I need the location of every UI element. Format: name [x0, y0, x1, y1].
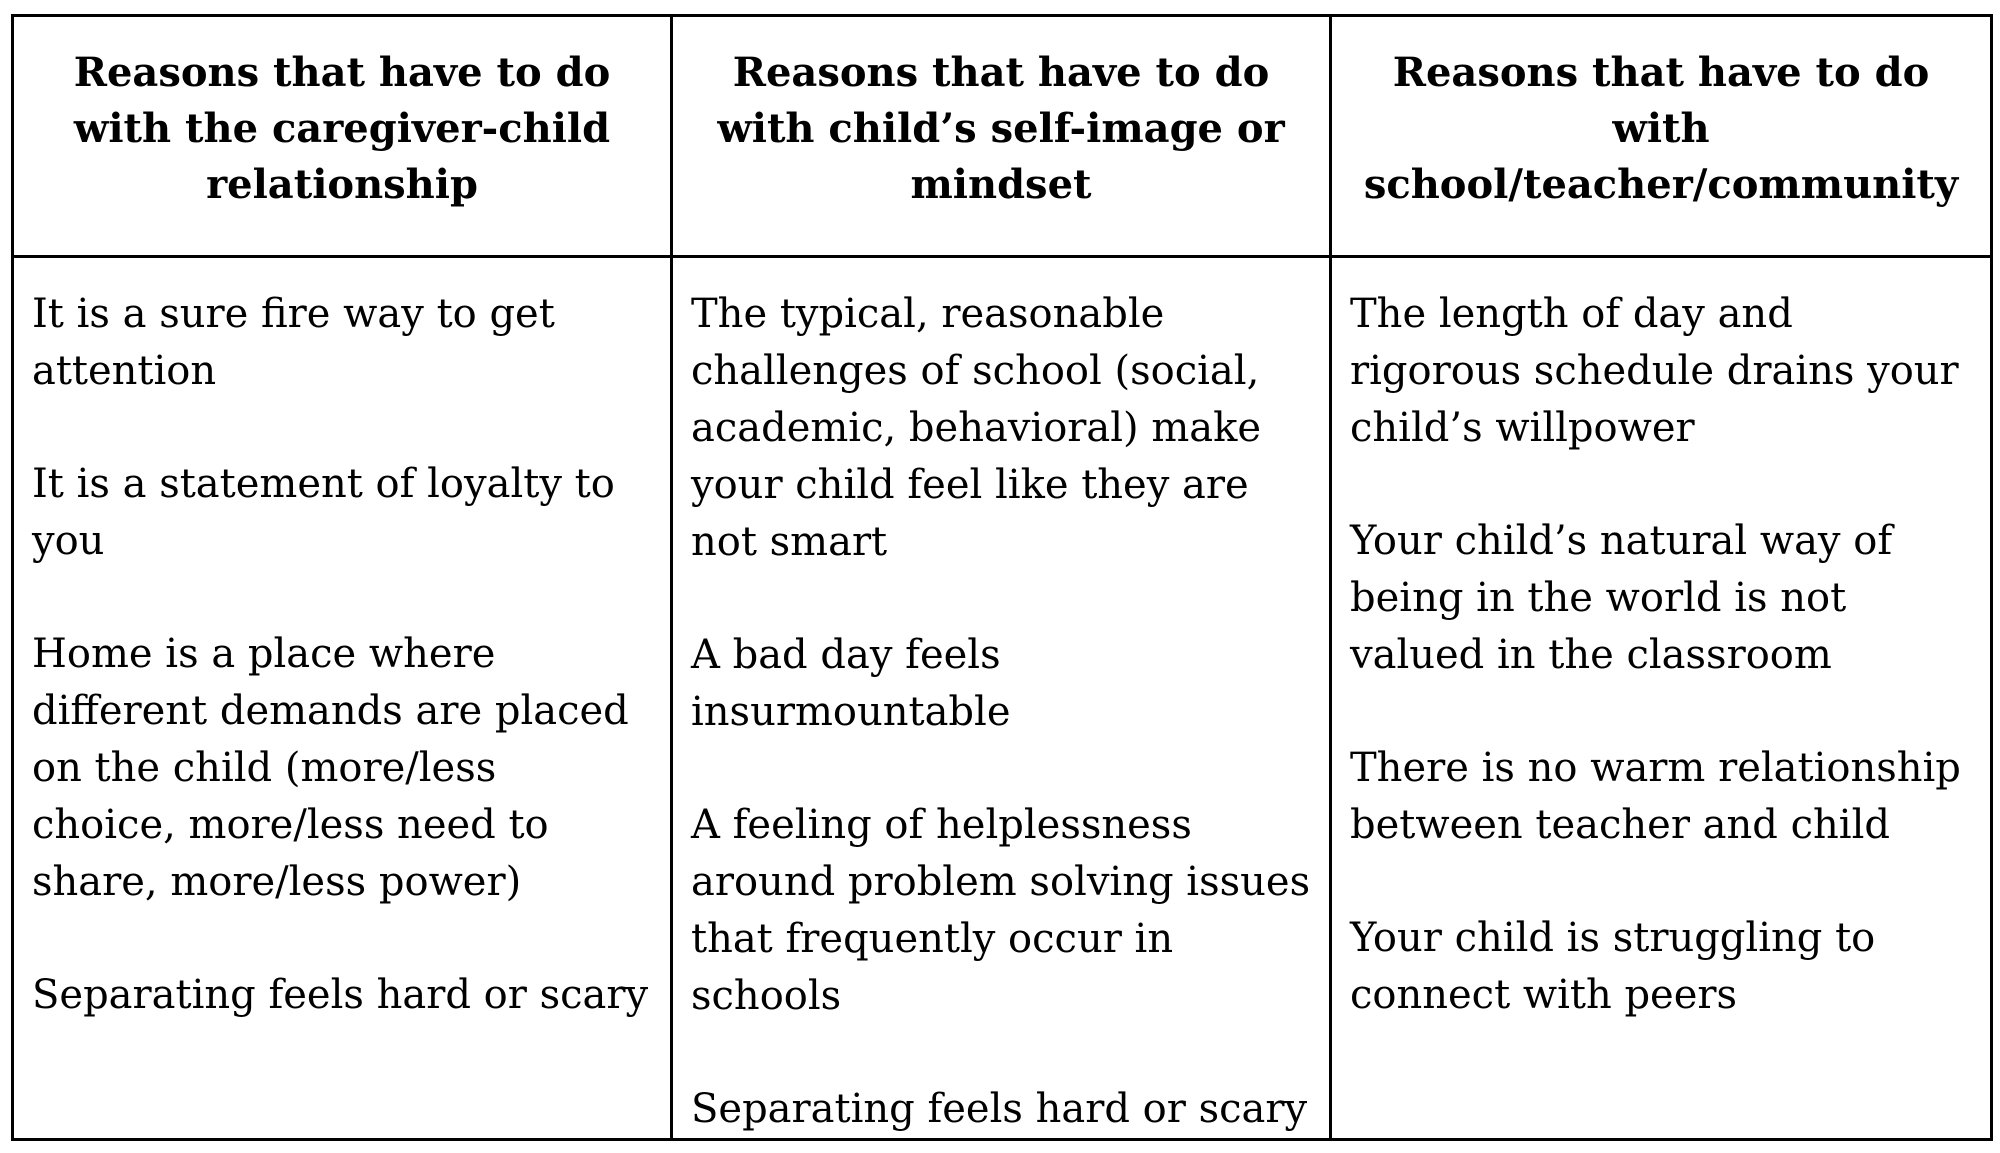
list-item: Your child is struggling to connect with peers: [1350, 915, 1876, 1018]
list-item: It is a statement of loyalty to you: [32, 461, 615, 564]
list-item: The typical, reasonable challenges of school (social, academic, behavioral) make your child feel like they are not smart: [691, 291, 1262, 565]
list-item: Your child’s natural way of being in the world is not valued in the classroom: [1350, 518, 1893, 678]
list-item: Separating feels hard or scary: [691, 1086, 1308, 1132]
table-row: [13, 257, 1992, 1140]
cell-school-teacher-community: [1331, 257, 1992, 1140]
header-self-image-mindset: Reasons that have to do with child’s self-image or mindset: [672, 16, 1331, 257]
list-item: Separating feels hard or scary: [32, 972, 649, 1018]
table-header: [13, 16, 1992, 257]
list-item: A feeling of helplessness around problem solving issues that frequently occur in schools: [691, 802, 1311, 1019]
reasons-table: [11, 14, 1993, 1141]
list-item: Home is a place where different demands are placed on the child (more/less choice, more/less need to share, more/less power): [32, 631, 629, 905]
header-caregiver-child: Reasons that have to do with the caregiver-child relationship: [13, 16, 672, 257]
cell-caregiver-child: [13, 257, 672, 1140]
list-item: There is no warm relationship between teacher and child: [1350, 745, 1961, 848]
cell-self-image-mindset: [672, 257, 1331, 1140]
table-body: [13, 257, 1992, 1140]
list-item: A bad day feels insurmountable: [691, 632, 1011, 735]
header-school-teacher-community: Reasons that have to do with school/teacher/community: [1331, 16, 1992, 257]
list-item: It is a sure fire way to get attention: [32, 291, 555, 394]
header-row: [13, 16, 1992, 257]
list-item: The length of day and rigorous schedule drains your child’s willpower: [1350, 291, 1959, 451]
